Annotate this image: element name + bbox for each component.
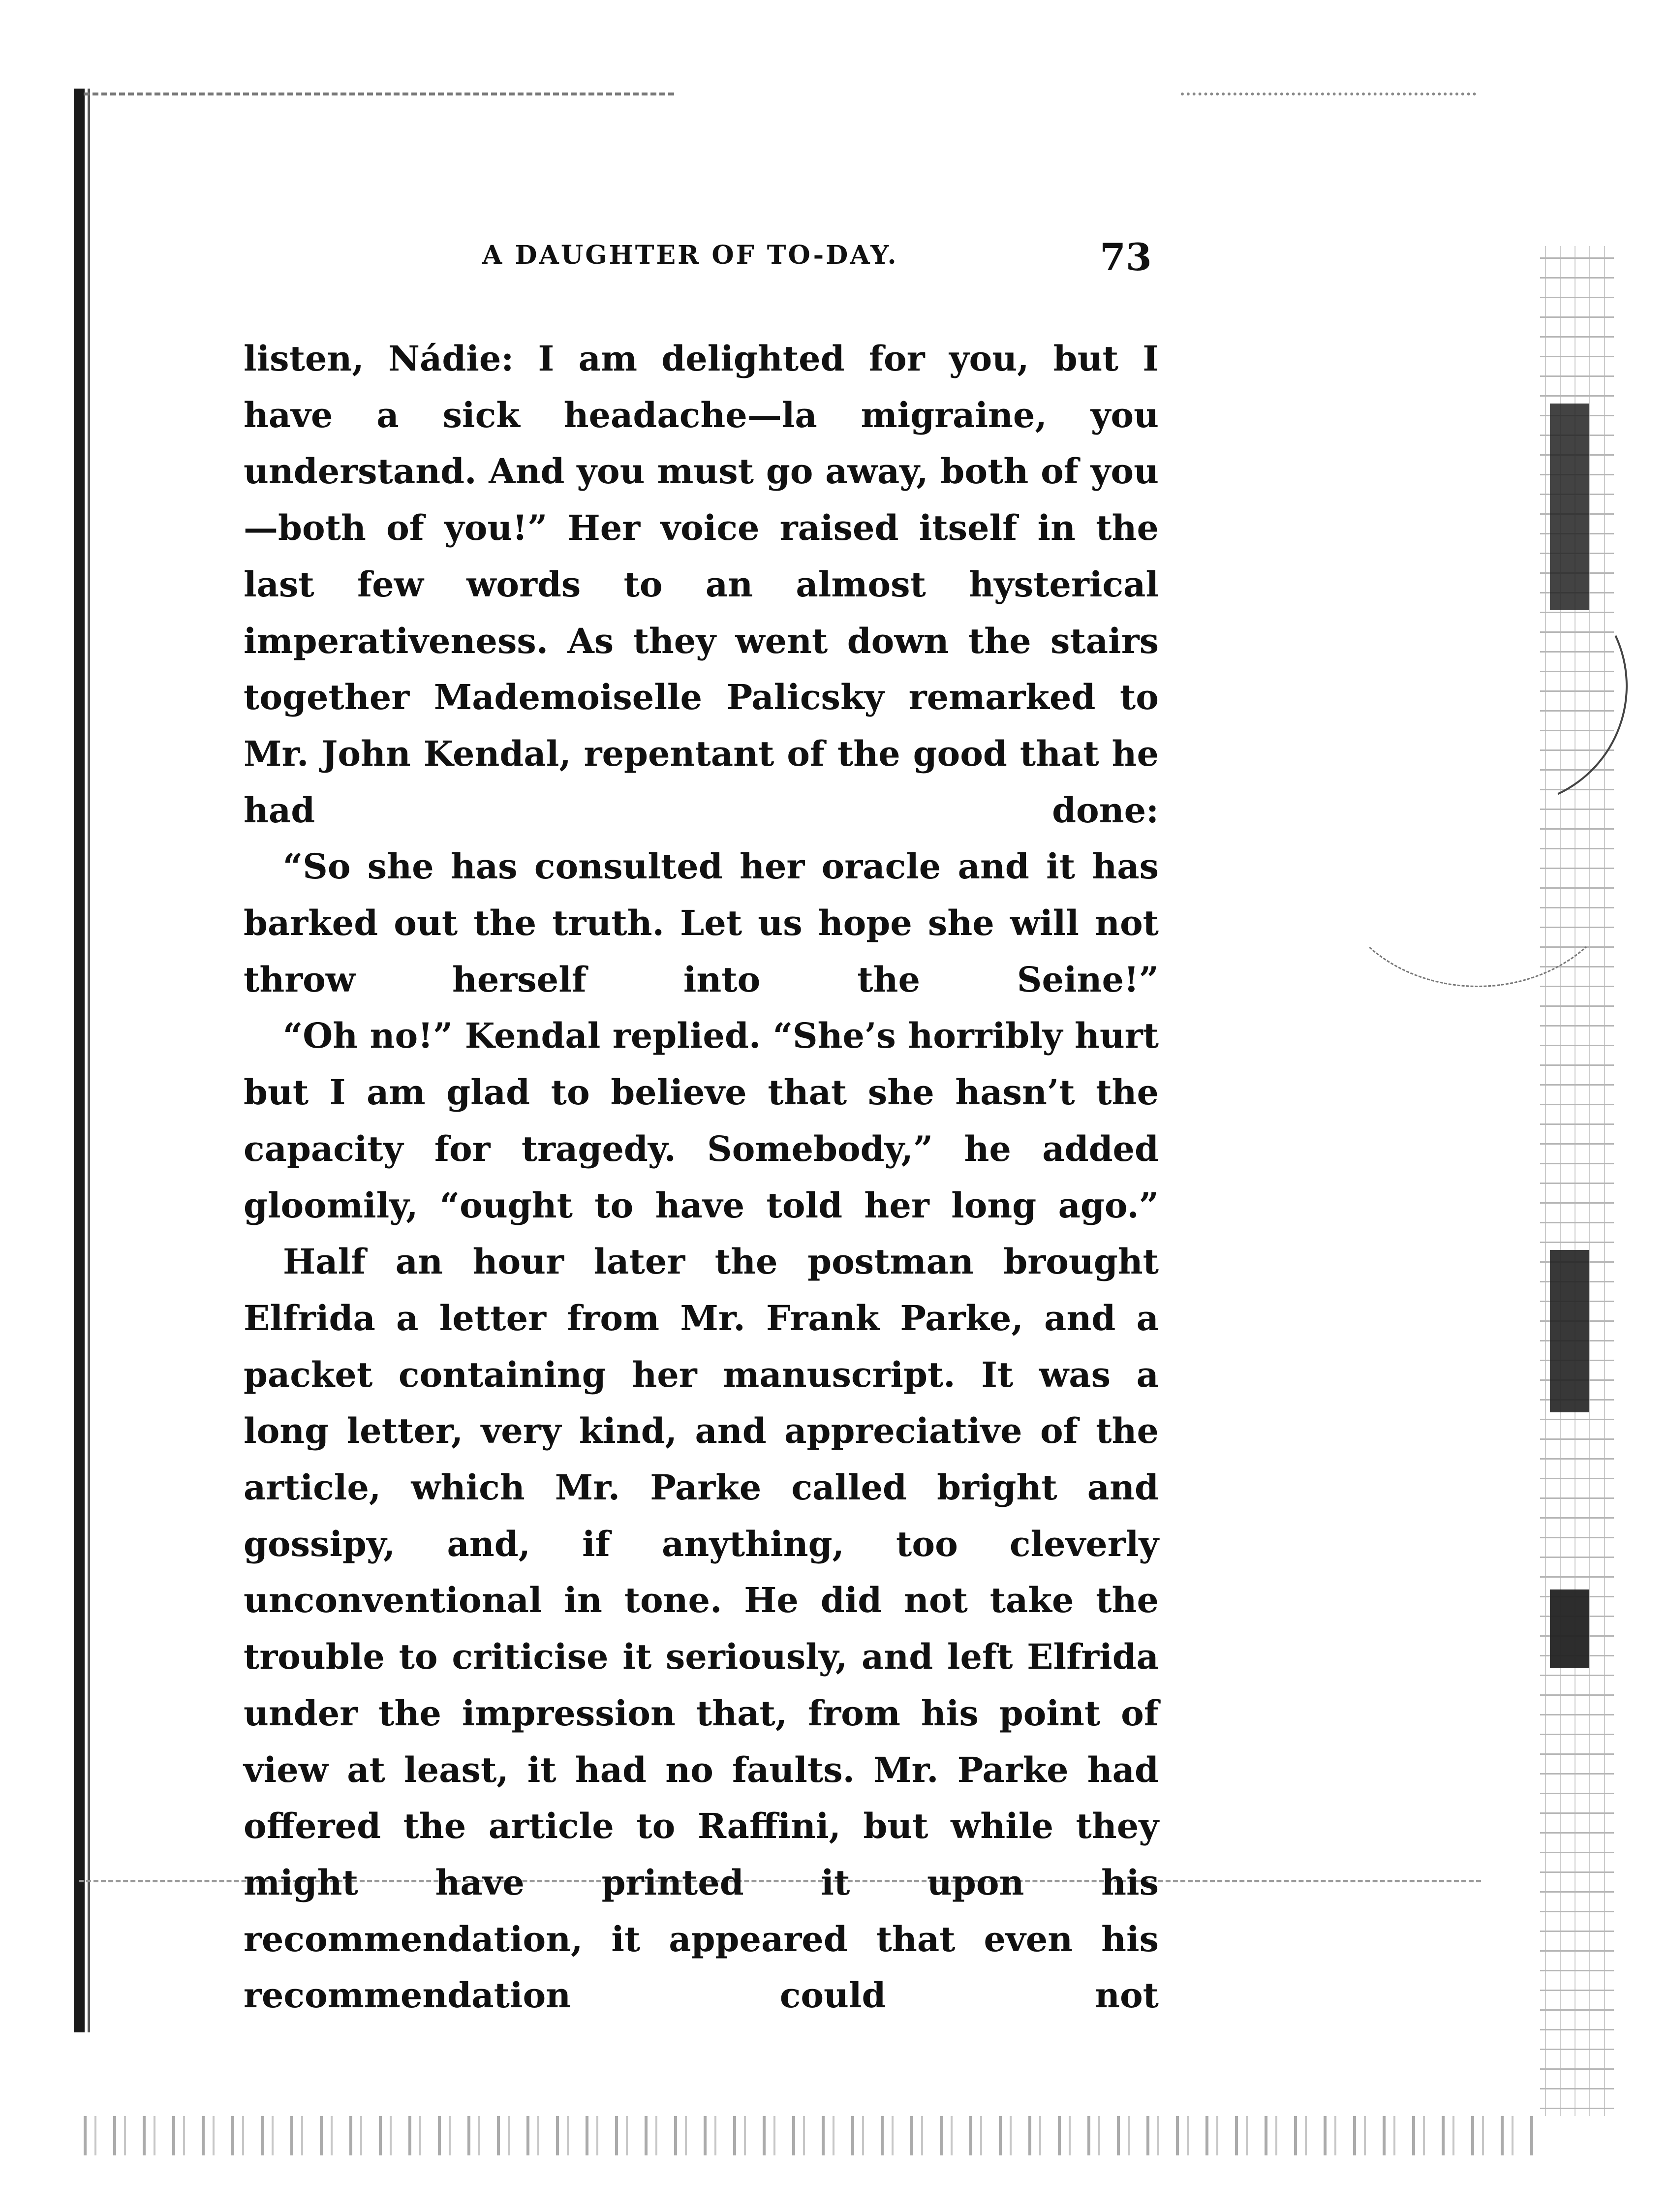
scan-right-mark bbox=[1550, 1589, 1589, 1668]
paragraph: “So she has consulted her oracle and it has barked out the truth. Let us hope she will not throw herself into the Seine!” bbox=[244, 846, 1159, 1000]
paragraph: Half an hour later the postman brought Elfrida a letter from Mr. Frank Parke, and a packet containing her manuscript. It was a long letter, very kind, and appreciative of the article, which Mr. Parke called bright and gossipy, and, if anything, too cleverly unconventional in tone. He did not take the trouble to criticise it seriously, and left Elfrida under the impression that, from his point of view at least, it had no faults. Mr. Parke had offered the article to Raffini, but while they might have printed it upon his recommendation, it appeared that even his recommendation could not bbox=[244, 1241, 1159, 2016]
scan-left-edge bbox=[74, 89, 85, 2032]
running-title: A DAUGHTER OF TO-DAY. bbox=[482, 240, 898, 270]
scan-left-edge-inner bbox=[88, 89, 90, 2032]
scan-arc bbox=[1328, 738, 1627, 987]
body-text bbox=[244, 331, 1159, 2024]
paragraph: “Oh no!” Kendal replied. “She’s horribly hurt but I am glad to believe that she hasn’t the capacity for tragedy. Somebody,” he added gloomily, “ought to have told her long ago.” bbox=[244, 1015, 1159, 1226]
page-number: 73 bbox=[1100, 235, 1152, 279]
scan-bottom-noise bbox=[84, 2116, 1535, 2155]
scan-right-mark bbox=[1550, 1250, 1589, 1412]
scan-top-edge-right bbox=[1181, 93, 1476, 95]
paragraph: listen, Nádie: I am delighted for you, but I have a sick headache—la migraine, you understand. And you must go away, both of you—both of you!” Her voice raised itself in the last few words to an almost hysterical imperativeness. As they went down the stairs together Mademoiselle Palicsky remarked to Mr. John Kendal, repentant of the good that he had done: bbox=[244, 338, 1159, 831]
scan-top-edge bbox=[84, 93, 674, 95]
